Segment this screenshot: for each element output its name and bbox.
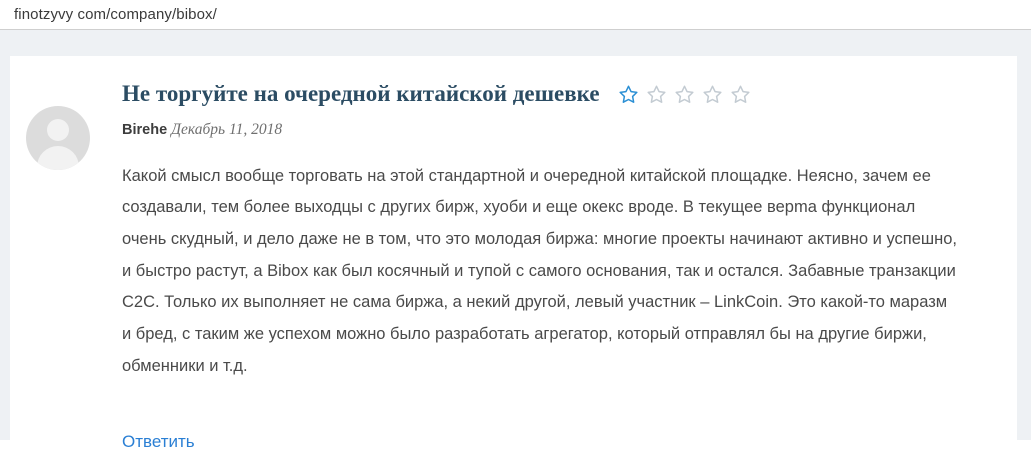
avatar-head-shape [47, 119, 69, 141]
page-content [0, 30, 1031, 451]
rating-stars [618, 84, 751, 105]
comment-header [122, 80, 987, 108]
star-icon-3 [674, 84, 695, 105]
avatar [26, 106, 90, 170]
comment-card [10, 56, 1017, 451]
comment-author: Birehe [122, 121, 168, 138]
page-right-rail [1017, 30, 1031, 440]
comment-title: Не торгуйте на очередной китайской дешевке [122, 81, 600, 106]
star-icon-4 [702, 84, 723, 105]
star-icon-1 [618, 84, 639, 105]
reply-link[interactable]: Ответить [122, 431, 195, 451]
page-left-rail [0, 30, 10, 440]
comment-meta [122, 121, 987, 139]
browser-url-bar[interactable] [0, 0, 1031, 30]
comment-body-column [122, 80, 1017, 451]
star-icon-2 [646, 84, 667, 105]
star-icon-5 [730, 84, 751, 105]
comment-date: Декабрь 11, 2018 [171, 120, 283, 138]
comment-avatar-column [26, 80, 122, 440]
comment-text: Какой смысл вообще торговать на этой стандартной и очередной китайской площадке. Неясно, зачем ее создавали, тем более выходцы с других бирж, хуоби и еще окекс вроде. В текущее верma функционал очень скудный, и дело даже не в том, что это молодая биржа: многие проекты начинают активно и успешно, и быстро растут, а Bibox как был косячный и тупой с самого основания, так и остался. Забавные транзакции C2C. Только их выполняет не сама биржа, а некий другой, левый участник – LinkCoin. Это какой-то маразм и бред, с таким же успехом можно было разработать агрегатор, который отправлял бы на другие биржи, обменники и т.д. [122, 166, 957, 375]
page-top-strip [0, 30, 1031, 56]
url-text: finotzyvy com/company/bibox/ [14, 6, 217, 23]
avatar-body-shape [37, 146, 79, 170]
